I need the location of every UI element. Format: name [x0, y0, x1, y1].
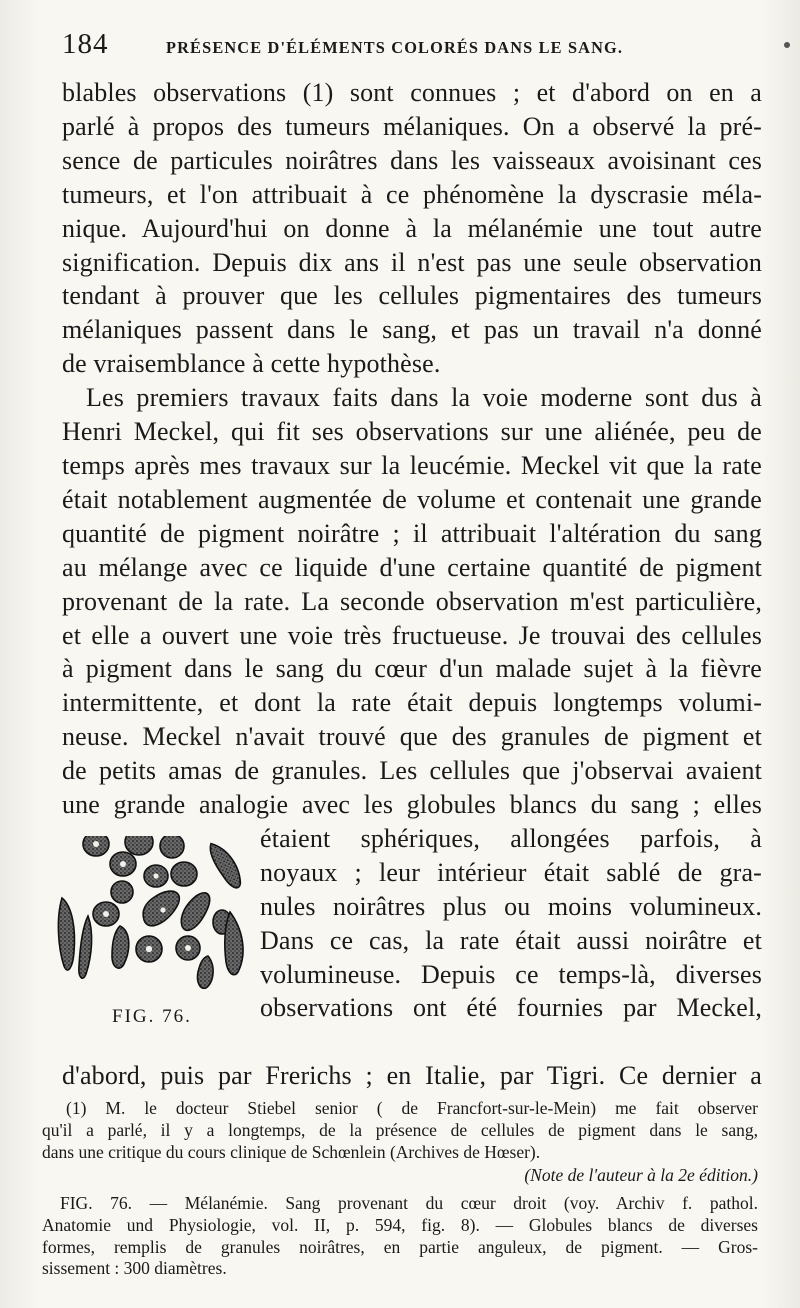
- footnote-line: dans une critique du cours clinique de Schœnlein (Archives de Hœser).: [42, 1142, 541, 1163]
- body-line: noyaux ; leur intérieur était sablé de gra-: [260, 857, 762, 887]
- running-title: PRÉSENCE D'ÉLÉMENTS COLORÉS DANS LE SANG.: [166, 38, 624, 57]
- caption-line: formes, remplis de granules noirâtres, en partie anguleux, de pigment. — Gros-: [42, 1236, 758, 1257]
- body-line: observations ont été fournies par Meckel,: [260, 993, 762, 1023]
- body-line: était notablement augmentée de volume et contenait une grande: [62, 484, 762, 514]
- page-number: 184: [62, 28, 109, 60]
- caption-line: Anatomie und Physiologie, vol. II, p. 594, fig. 8). — Globules blancs de diverses: [42, 1214, 758, 1235]
- body-line: Henri Meckel, qui fit ses observations sur une aliénée, peu de: [62, 417, 762, 447]
- body-line: intermittente, et dont la rate était depuis longtemps volumi-: [62, 688, 762, 718]
- body-line: tumeurs, et l'on attribuait à ce phénomène la dyscrasie méla-: [62, 179, 762, 209]
- caption-line: sissement : 300 diamètres.: [42, 1258, 227, 1279]
- body-line: et elle a ouvert une voie très fructueuse. Je trouvai des cellules: [62, 620, 762, 650]
- figure-block: [62, 822, 762, 1059]
- wrapped-text: [260, 822, 762, 1025]
- body-line: nules noirâtres plus ou moins volumineux.: [260, 891, 762, 921]
- body-line: blables observations (1) sont connues ; et d'abord on en a: [62, 78, 762, 107]
- body-text: [62, 76, 762, 1093]
- figure-label: FIG. 76.: [112, 1005, 192, 1027]
- body-line: provenant de la rate. La seconde observation m'est particulière,: [62, 586, 762, 616]
- body-line: à pigment dans le sang du cœur d'un malade sujet à la fièvre: [62, 654, 762, 684]
- footnote-line: (1) M. le docteur Stiebel senior ( de Francfort-sur-le-Mein) me fait observer: [66, 1098, 758, 1118]
- body-line: quantité de pigment noirâtre ; il attribuait l'altération du sang: [62, 518, 762, 548]
- figure-caption: [42, 1193, 758, 1280]
- blood-cells-illustration: [48, 836, 258, 1001]
- body-line: Dans ce cas, la rate était aussi noirâtre et: [260, 925, 762, 955]
- page-header: [62, 28, 762, 68]
- body-line: une grande analogie avec les globules blancs du sang ; elles: [62, 790, 762, 820]
- body-line: Les premiers travaux faits dans la voie moderne sont dus à: [86, 383, 762, 413]
- body-line: neuse. Meckel n'avait trouvé que des granules de pigment et: [62, 722, 762, 752]
- body-line: au mélange avec ce liquide d'une certaine quantité de pigment: [62, 552, 762, 582]
- footnote: [42, 1097, 758, 1186]
- body-line: signification. Depuis dix ans il n'est pas une seule observation: [62, 247, 762, 277]
- body-line: parlé à propos des tumeurs mélaniques. On a observé la pré-: [62, 111, 762, 141]
- body-line: mélaniques passent dans le sang, et pas un travail n'a donné: [62, 315, 762, 345]
- body-line: de vraisemblance à cette hypothèse.: [62, 349, 441, 379]
- caption-line: FIG. 76. — Mélanémie. Sang provenant du cœur droit (voy. Archiv f. pathol.: [60, 1193, 758, 1213]
- body-line: étaient sphériques, allongées parfois, à: [260, 823, 762, 853]
- body-line: de petits amas de granules. Les cellules que j'observai avaient: [62, 756, 762, 786]
- body-line: tendant à prouver que les cellules pigmentaires des tumeurs: [62, 281, 762, 311]
- footnote-line: qu'il a parlé, il y a longtemps, de la présence de cellules de pigment dans le sang,: [42, 1120, 758, 1141]
- footnote-line: (Note de l'auteur à la 2e édition.): [524, 1164, 758, 1185]
- body-line: sence de particules noirâtres dans les vaisseaux avoisinant ces: [62, 145, 762, 175]
- body-line: nique. Aujourd'hui on donne à la mélanémie une tout autre: [62, 213, 762, 243]
- body-line: volumineuse. Depuis ce temps-là, diverses: [260, 959, 762, 989]
- body-line: d'abord, puis par Frerichs ; en Italie, par Tigri. Ce dernier a: [62, 1060, 762, 1090]
- print-speck: [784, 42, 790, 48]
- body-line: temps après mes travaux sur la leucémie. Meckel vit que la rate: [62, 450, 762, 480]
